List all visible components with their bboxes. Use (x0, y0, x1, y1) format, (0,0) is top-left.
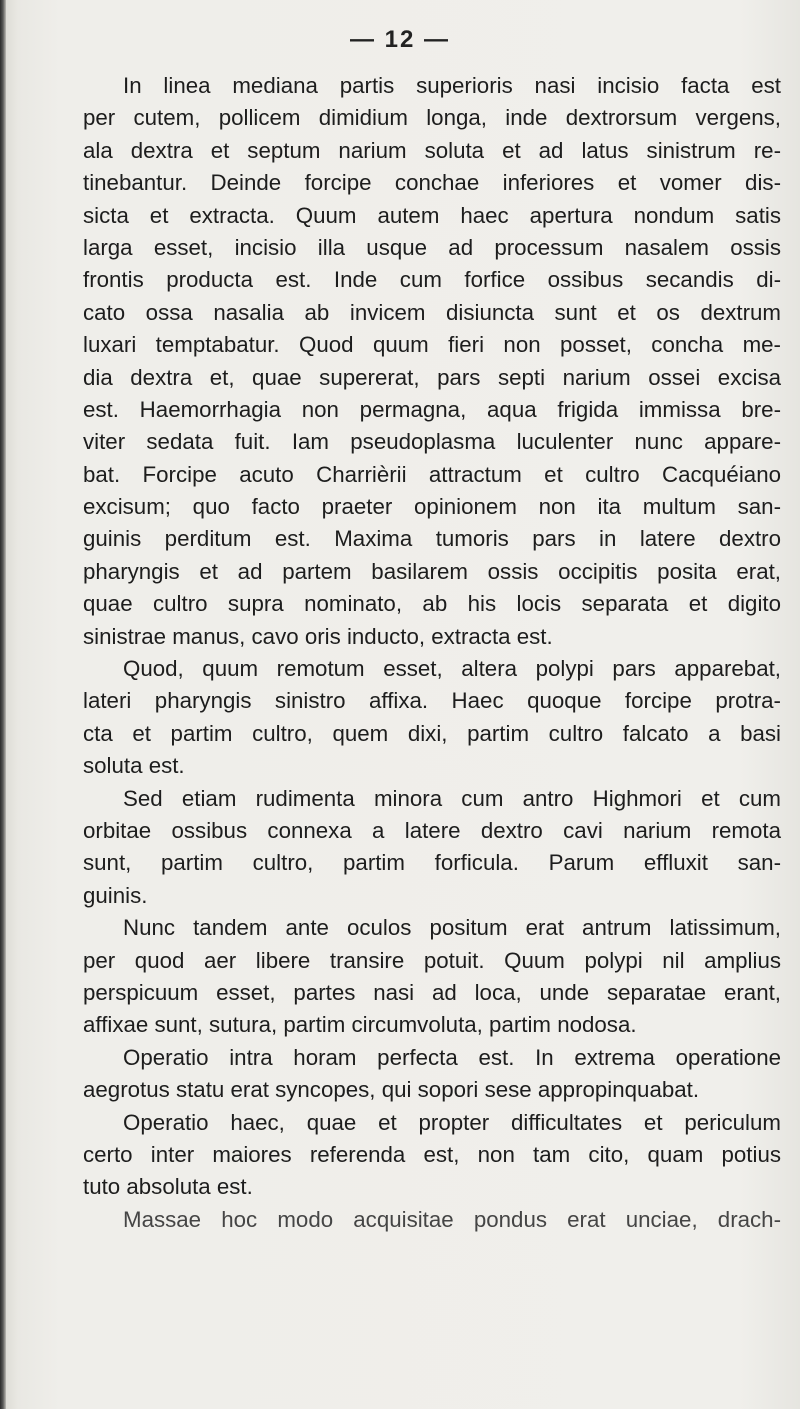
text-line: lateri pharyngis sinistro affixa. Haec quoque forcipe protra- (83, 688, 781, 714)
text-line: In linea mediana partis superioris nasi incisio facta est (123, 73, 781, 98)
text-line: soluta est. (83, 753, 185, 779)
text-line: viter sedata fuit. Iam pseudoplasma luculenter nunc appare- (83, 429, 781, 455)
text-line: certo inter maiores referenda est, non tam cito, quam potius (83, 1141, 781, 1167)
text-line: cato ossa nasalia ab invicem disiuncta sunt et os dextrum (83, 299, 781, 325)
text-line: sunt, partim cultro, partim forficula. Parum effluxit san- (83, 850, 781, 876)
page-number: — 12 — (349, 26, 451, 53)
text-line: frontis producta est. Inde cum forfice ossibus secandis di- (83, 267, 781, 293)
text-line: larga esset, incisio illa usque ad processum nasalem ossis (83, 234, 781, 260)
text-line: dia dextra et, quae supererat, pars septi narium ossei excisa (83, 364, 781, 390)
text-line: Sed etiam rudimenta minora cum antro Highmori et cum (123, 785, 781, 811)
text-line: sinistrae manus, cavo oris inducto, extracta est. (83, 623, 553, 649)
text-line: sicta et extracta. Quum autem haec apertura nondum satis (83, 202, 781, 228)
text-line: ala dextra et septum narium soluta et ad latus sinistrum re- (83, 137, 781, 163)
text-line: est. Haemorrhagia non permagna, aqua frigida immissa bre- (83, 396, 781, 422)
text-line: orbitae ossibus connexa a latere dextro cavi narium remota (83, 817, 781, 843)
text-line: affixae sunt, sutura, partim circumvoluta, partim nodosa. (83, 1012, 637, 1038)
text-line: luxari temptabatur. Quod quum fieri non posset, concha me- (83, 332, 781, 358)
text-line: perspicuum esset, partes nasi ad loca, unde separatae erant, (83, 979, 781, 1005)
text-line: cta et partim cultro, quem dixi, partim cultro falcato a basi (83, 720, 781, 746)
text-line: guinis perditum est. Maxima tumoris pars in latere dextro (83, 526, 781, 552)
text-line: Operatio haec, quae et propter difficultates et periculum (123, 1109, 781, 1135)
text-line: tuto absoluta est. (83, 1174, 253, 1200)
text-line: Massae hoc modo acquisitae pondus erat unciae, drach- (123, 1206, 781, 1232)
text-line: per cutem, pollicem dimidium longa, inde dextrorsum vergens, (83, 105, 781, 131)
text-line: Quod, quum remotum esset, altera polypi pars apparebat, (123, 656, 781, 682)
text-line: excisum; quo facto praeter opinionem non ita multum san- (83, 494, 781, 520)
body-text (83, 70, 781, 1236)
text-line: pharyngis et ad partem basilarem ossis occipitis posita erat, (83, 558, 781, 584)
text-line: bat. Forcipe acuto Charrièrii attractum et cultro Cacquéiano (83, 461, 781, 487)
text-line: Operatio intra horam perfecta est. In extrema operatione (123, 1044, 781, 1070)
text-line: per quod aer libere transire potuit. Quum polypi nil amplius (83, 947, 781, 973)
text-line: quae cultro supra nominato, ab his locis separata et digito (83, 591, 781, 617)
text-line: aegrotus statu erat syncopes, qui sopori sese appropinquabat. (83, 1077, 700, 1103)
text-line: Nunc tandem ante oculos positum erat antrum latissimum, (123, 915, 781, 941)
binding-edge (0, 0, 6, 1409)
text-line: tinebantur. Deinde forcipe conchae inferiores et vomer dis- (83, 170, 781, 196)
text-line: guinis. (83, 882, 148, 908)
